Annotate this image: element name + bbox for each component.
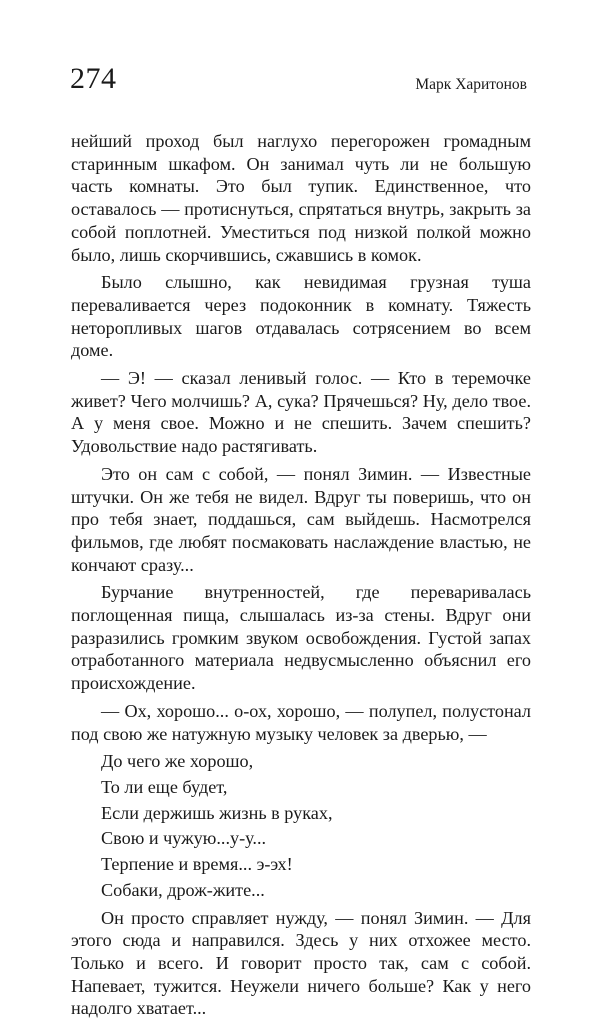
- page-number: 274: [70, 62, 117, 95]
- body-text: [71, 130, 531, 1025]
- paragraph: Бурчание внутренностей, где переваривалась поглощенная пища, слышалась из-за стены. Вдруг они разразились громким звуком освобождения. Густой запах отработанного материала недвусмысленно объяснил его происхождение.: [71, 582, 531, 694]
- verse-line: Собаки, дрож-жите...: [101, 879, 265, 900]
- song-verse: [71, 750, 531, 901]
- running-head-author: Марк Харитонов: [415, 76, 527, 93]
- paragraph-dialogue: — Ох, хорошо... о-ох, хорошо, — полупел, полустонал под свою же натужную музыку человек за дверью, —: [71, 700, 531, 744]
- paragraph-dialogue: — Э! — сказал ленивый голос. — Кто в теремочке живет? Чего молчишь? А, сука? Прячешься? Ну, дело твое. А у меня свое. Можно и не спешить. Зачем спешить? Удовольствие надо растягивать.: [71, 368, 531, 457]
- paragraph: Это он сам с собой, — понял Зимин. — Известные штучки. Он же тебя не видел. Вдруг ты поверишь, что он про тебя знает, поддашься, сам выйдешь. Насмотрелся фильмов, где любят посмаковать наслаждение властью, не кончают сразу...: [71, 463, 531, 575]
- verse-line: До чего же хорошо,: [101, 751, 254, 772]
- paragraph: Было слышно, как невидимая грузная туша переваливается через подоконник в комнату. Тяжесть неторопливых шагов отдавалась сотрясением во всем доме.: [71, 272, 531, 361]
- verse-line: Свою и чужую...у-у...: [101, 828, 267, 849]
- verse-line: То ли еще будет,: [101, 776, 228, 797]
- verse-line: Терпение и время... э-эх!: [101, 854, 293, 875]
- paragraph-final: Он просто справляет нужду, — понял Зимин. — Для этого сюда и направился. Здесь у них отхожее место. Только и всего. И говорит просто так, сам с собой. Напевает, тужится. Неужели ничего больше? Как у него надолго хватает...: [71, 907, 531, 1019]
- verse-line: Если держишь жизнь в руках,: [101, 802, 333, 823]
- paragraph-continued: нейший проход был наглухо перегорожен громадным старинным шкафом. Он занимал чуть ли не большую часть комнаты. Это был тупик. Единственное, что оставалось — протиснуться, спрятаться внутрь, закрыть за собой поплотней. Уместиться под низкой полкой можно было, лишь скорчившись, сжавшись в комок.: [71, 131, 531, 265]
